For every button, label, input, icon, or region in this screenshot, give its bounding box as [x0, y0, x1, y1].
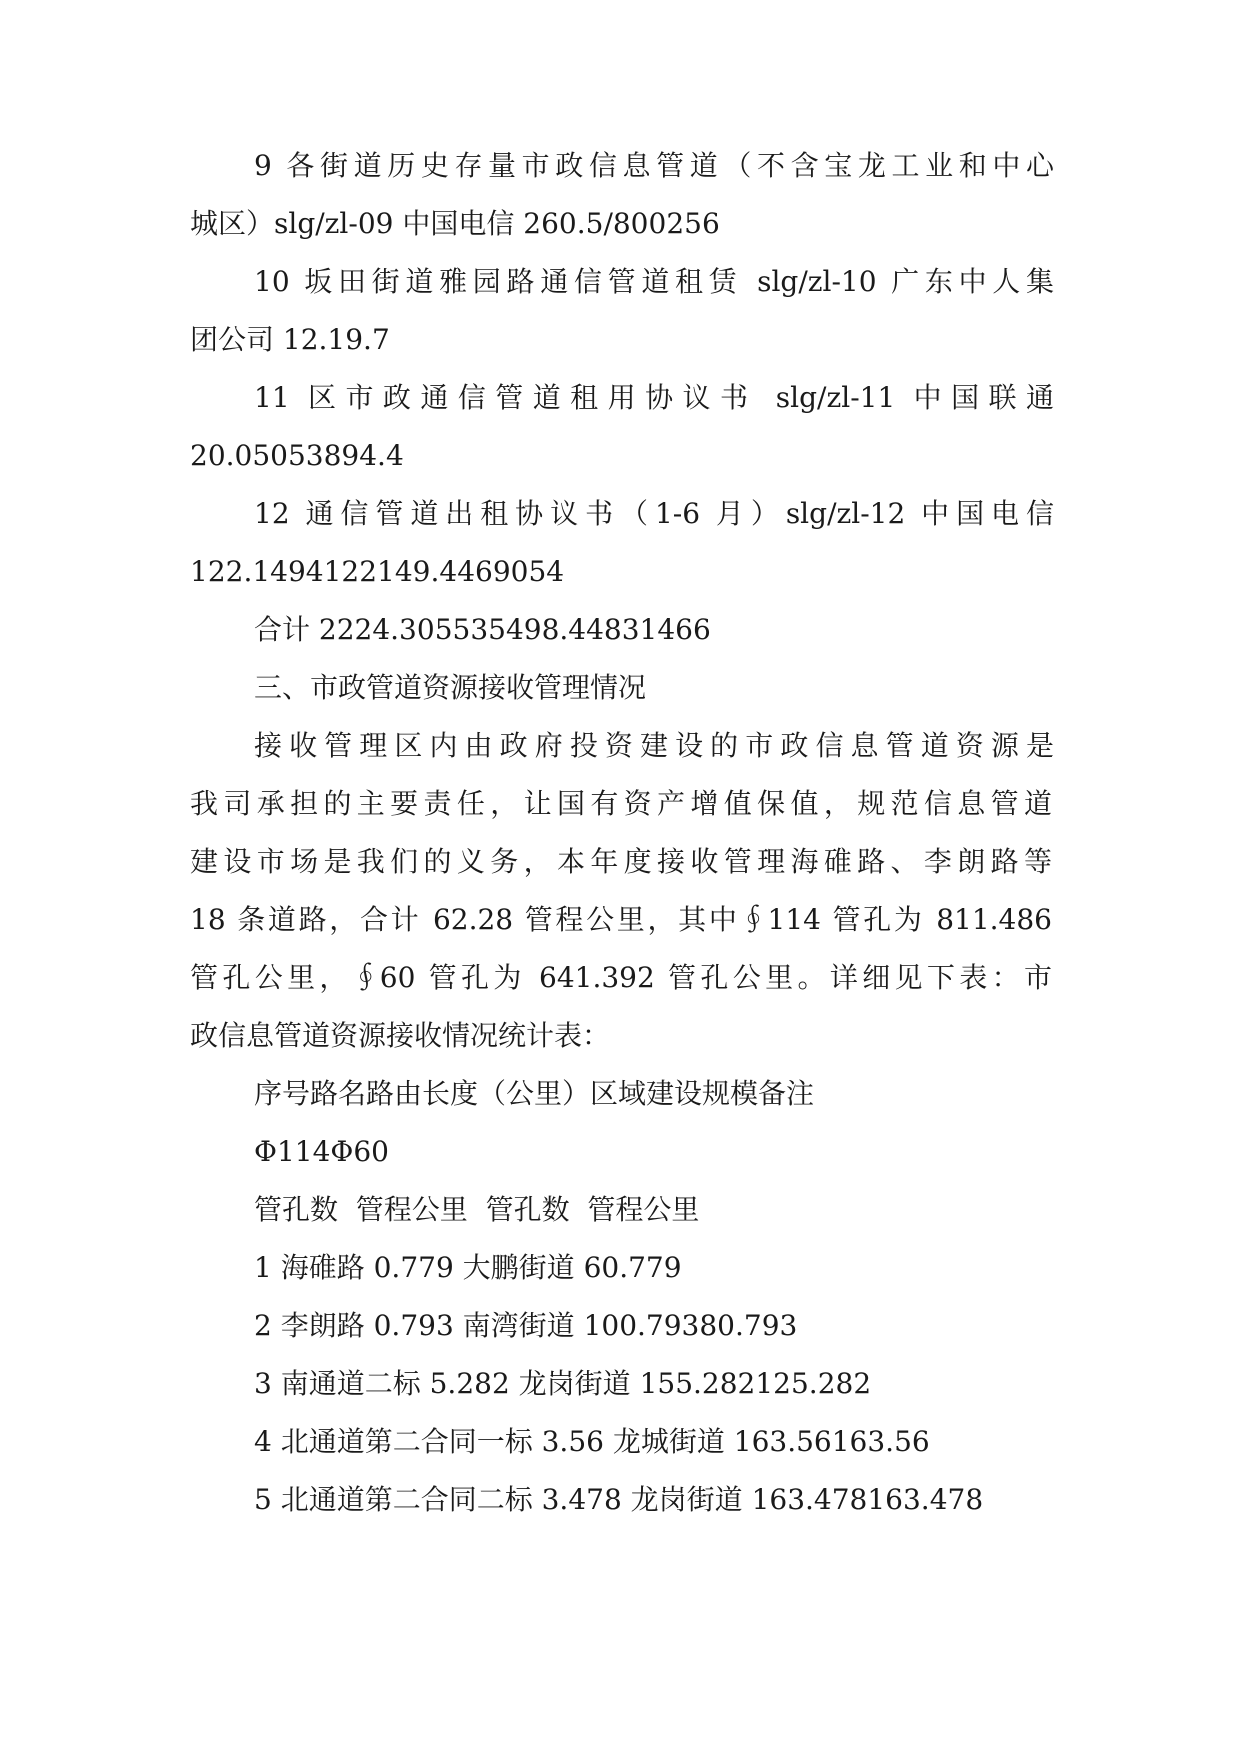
- table-row: 1 海碓路 0.779 大鹏街道 60.779: [254, 1251, 682, 1284]
- paragraph-line: 管孔公里，∮60 管孔为 641.392 管孔公里。详细见下表：市: [190, 961, 1052, 994]
- section-heading: 三、市政管道资源接收管理情况: [254, 671, 647, 704]
- table-row: 5 北通道第二合同二标 3.478 龙岗街道 163.478163.478: [254, 1483, 984, 1516]
- paragraph-line: 11 区市政通信管道租用协议书 slg/zl-11 中国联通: [254, 381, 1054, 414]
- paragraph-line: 政信息管道资源接收情况统计表：: [190, 1019, 611, 1052]
- paragraph-line: 城区）slg/zl-09 中国电信 260.5/800256: [190, 207, 720, 240]
- table-header-line: 序号路名路由长度（公里）区域建设规模备注: [254, 1077, 815, 1110]
- table-subheader-line: Φ114Φ60: [254, 1135, 389, 1168]
- paragraph-line: 接收管理区内由政府投资建设的市政信息管道资源是: [254, 729, 1054, 762]
- paragraph-line: 18 条道路，合计 62.28 管程公里，其中∮114 管孔为 811.486: [190, 903, 1052, 936]
- total-line: 合计 2224.305535498.44831466: [254, 613, 711, 646]
- table-row: 3 南通道二标 5.282 龙岗街道 155.282125.282: [254, 1367, 872, 1400]
- paragraph-line: 建设市场是我们的义务，本年度接收管理海碓路、李朗路等: [190, 845, 1052, 878]
- paragraph-line: 12 通信管道出租协议书（1-6 月）slg/zl-12 中国电信: [254, 497, 1054, 530]
- paragraph-line: 122.1494122149.4469054: [190, 555, 565, 588]
- paragraph-line: 20.05053894.4: [190, 439, 404, 472]
- table-row: 2 李朗路 0.793 南湾街道 100.79380.793: [254, 1309, 798, 1342]
- paragraph-line: 团公司 12.19.7: [190, 323, 390, 356]
- paragraph-line: 9 各街道历史存量市政信息管道（不含宝龙工业和中心: [254, 149, 1054, 182]
- table-subheader-line: 管孔数 管程公里 管孔数 管程公里: [254, 1193, 700, 1226]
- paragraph-line: 我司承担的主要责任，让国有资产增值保值，规范信息管道: [190, 787, 1052, 820]
- paragraph-line: 10 坂田街道雅园路通信管道租赁 slg/zl-10 广东中人集: [254, 265, 1054, 298]
- table-row: 4 北通道第二合同一标 3.56 龙城街道 163.56163.56: [254, 1425, 930, 1458]
